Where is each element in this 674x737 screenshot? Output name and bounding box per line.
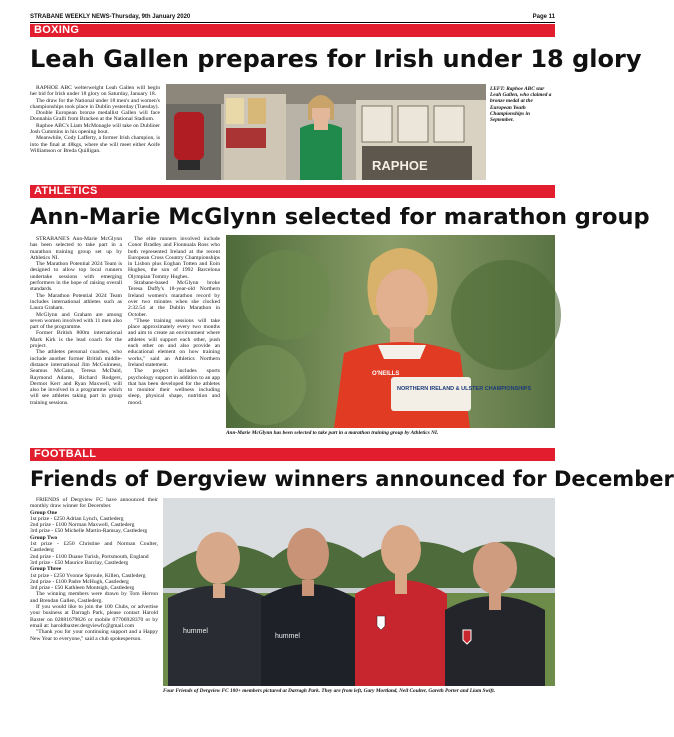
paragraph: The project includes sports psychology support in addition to an app that has been developed for the athletes to monitor their wellness including sleep, physical shape, nutrition and mood.: [128, 368, 220, 406]
article-body-football: [30, 497, 158, 729]
page-number: Page 11: [532, 14, 555, 20]
paragraph: "These training sessions will take place approximately every two months and aim to create an environment where athletes will support each other, push each other on and also provide an educational element on how training works," said an Athletics Northern Ireland statement.: [128, 317, 220, 368]
prize-line: 1st prize - £250 Adrian Lynch, Castlederg: [30, 515, 124, 522]
article-body-boxing: [30, 85, 160, 180]
jacket-brand: hummel: [183, 628, 208, 635]
caption-athletics: Ann-Marie McGlynn has been selected to take part in a marathon training group by Athletics NI.: [226, 430, 439, 436]
section-label: FOOTBALL: [34, 448, 97, 460]
paragraph: FRIENDS of Dergview FC have announced their monthly draw winner for December.: [30, 497, 158, 510]
paragraph: The Marathon Potential 2024 Team is designed to allow top local runners undertake sessions with emerging performers in the hope of raising overall standards.: [30, 261, 122, 293]
photo-dergview-members: [163, 498, 555, 686]
paragraph: "Thank you for your continuing support and a Happy New Year to everyone," said a club spokesperson.: [30, 629, 158, 642]
headline-boxing: Leah Gallen prepares for Irish under 18 glory: [30, 45, 642, 73]
section-bar-football: [30, 448, 555, 461]
vest-text: NORTHERN IRELAND & ULSTER CHAMPIONSHIPS: [397, 386, 532, 392]
section-label: ATHLETICS: [34, 185, 98, 197]
paragraph: STRABANE'S Ann-Marie McGlynn has been selected to take part in a marathon training group set up by Athletics NI.: [30, 236, 122, 261]
paragraph: If you would like to join the 100 Clubs, or advertise your business at Darragh Park, please contact Harold Baxter on 02881679826 or mobile 07706928370 or by email at: haroldbaxter.dergviewfc@gmail.com: [30, 604, 158, 629]
paragraph: Meanwhile, Cody Lafferty, a former Irish champion, is into the final at 48kgs, where she will meet either Aoife Williamson or Breda Quilligan.: [30, 135, 160, 154]
prize-line: 1st prize - £250 Christine and Norman Coulter, Castlederg: [30, 541, 158, 554]
vest-brand: O'NEILLS: [372, 371, 400, 377]
prize-line: 1st prize - £250 Yvonne Sproule, Killen, Castlederg: [30, 572, 146, 579]
paragraph: The elite runners involved include Conor Bradley and Fionnuala Ross who both represented Ireland at the recent European Cross Country Championships in Lisbon plus Eoghan Totten and Eoin Hughes, the son of 1992 Barcelona Olympian Tommy Hughes.: [128, 236, 220, 280]
paragraph: Raphoe ABC's Liam McMonagle will take on Dubliner Josh Cummins in his opening bout.: [30, 122, 160, 136]
group-heading: Group One: [30, 509, 58, 516]
headline-athletics: Ann-Marie McGlynn selected for marathon group: [30, 204, 650, 230]
prize-line: 2nd prize - £100 Norman Maxwell, Castlederg: [30, 522, 135, 529]
prize-line: 3rd prize - £50 Michelle Martin-Ramsay, Castlederg: [30, 528, 148, 535]
paragraph: Former British 800m international Mark Kirk is the lead coach for the project.: [30, 330, 122, 350]
paragraph: Double European bronze medallist Gallen will face Donnahia Gralli from Bracken at the National Stadium.: [30, 110, 160, 123]
article-col2-athletics: [128, 236, 220, 436]
paragraph: The draw for the National under 18 men's and women's championships took place in Dublin yesterday (Tuesday).: [30, 97, 160, 110]
jacket-brand: hummel: [275, 633, 300, 640]
photo-ann-marie-mcglynn: [226, 235, 555, 428]
prize-line: 2nd prize - £100 Padre McHugh, Castlederg: [30, 578, 129, 585]
article-col1-athletics: [30, 236, 122, 436]
caption-boxing: LEFT: Raphoe ABC star Leah Gallen, who claimed a bronze medal at the European Youth Championships in September.: [490, 86, 552, 124]
headline-football: Friends of Dergview winners announced for December: [30, 467, 674, 491]
section-bar-athletics: [30, 185, 555, 198]
paragraph: McGlynn and Graham are among seven women involved with 11 men also part of the programme.: [30, 311, 122, 331]
caption-football: Four Friends of Dergview FC 100+ members pictured at Darragh Park. They are from left, Gary Mortland, Neil Coulter, Gareth Porter and Liam Swift.: [163, 688, 496, 694]
group-heading: Group Two: [30, 534, 58, 541]
prize-line: 2nd prize - £100 Duane Turish, Portsmouth, England: [30, 553, 149, 560]
paragraph: The Marathon Potential 2024 Team includes international athletes such as Laura Graham.: [30, 292, 122, 312]
masthead-date: STRABANE WEEKLY NEWS-Thursday, 9th January 2020: [30, 14, 191, 20]
photo-leah-gallen: [166, 84, 486, 180]
masthead-rule: [30, 22, 555, 23]
paragraph: Strabane-based McGlynn broke Teresa Duffy's 18-year-old Northern Ireland women's marathon record by over two minutes when she clocked 2:32.54 at the Dublin Marathon in October.: [128, 280, 220, 318]
group-heading: Group Three: [30, 566, 62, 573]
section-bar-boxing: [30, 24, 555, 37]
prize-line: 3rd prize - £50 Kathleen Montsigh, Castlederg: [30, 585, 135, 592]
paragraph: RAPHOE ABC welterweight Leah Gallen will begin her bid for Irish under 18 glory on Saturday, January 18.: [30, 85, 160, 98]
paragraph: The winning members were drawn by Tom Herron and Brendan Gallen, Castlederg.: [30, 591, 158, 604]
prize-line: 3rd prize - £50 Maurice Barclay, Castlederg: [30, 559, 129, 566]
paragraph: The athletes personal coaches, who include another former British middle-distance international Jim McGuinness, Seamus McCann, Teresa McDaid, Raymond Adams, Richard Rodgers, Dermot Kerr and Ryan Maxwell, will also be involved in a programme which will see athletes taking part in group training sessions.: [30, 349, 122, 406]
section-label: BOXING: [34, 24, 80, 36]
gym-sign-text: RAPHOE: [372, 158, 428, 173]
